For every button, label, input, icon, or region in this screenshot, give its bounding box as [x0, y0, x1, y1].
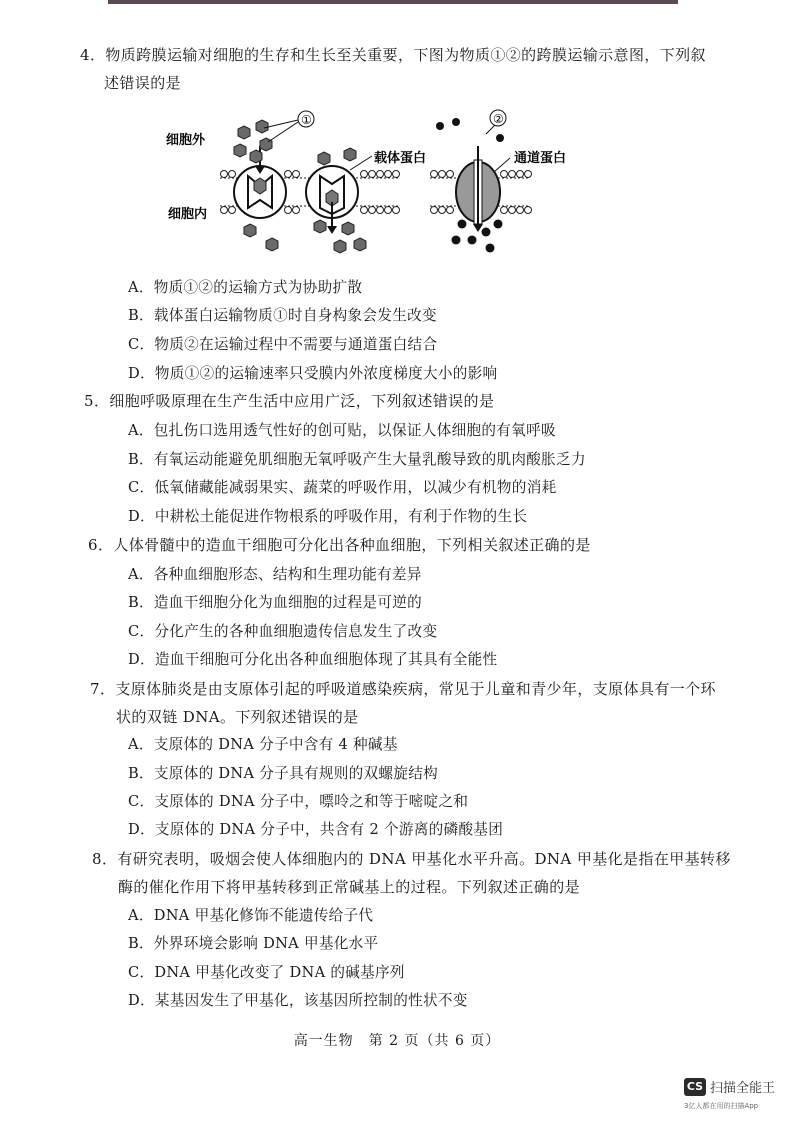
scanner-watermark: [684, 1076, 794, 1116]
scanner-app-name: 扫描全能王: [710, 1081, 776, 1096]
question-8-option-d: D．某基因发生了甲基化，该基因所控制的性状不变: [128, 992, 468, 1009]
question-7-stem-line2: 状的双链 DNA。下列叙述错误的是: [116, 708, 359, 726]
question-4-option-d: D．物质①②的运输速率只受膜内外浓度梯度大小的影响: [128, 365, 498, 382]
question-6-stem: 6．人体骨髓中的造血干细胞可分化出各种血细胞，下列相关叙述正确的是: [88, 536, 591, 554]
question-4-stem-line2: 述错误的是: [104, 74, 182, 92]
marker-2: ②: [493, 112, 504, 126]
question-8-stem-line1: 8．有研究表明，吸烟会使人体细胞内的 DNA 甲基化水平升高。DNA 甲基化是指在甲基转移: [92, 850, 731, 868]
question-7-option-c: C．支原体的 DNA 分子中，嘌呤之和等于嘧啶之和: [128, 793, 469, 810]
question-5-option-a: A．包扎伤口选用透气性好的创可贴，以保证人体细胞的有氧呼吸: [128, 422, 556, 439]
label-carrier-protein: 载体蛋白: [374, 151, 427, 166]
question-4-option-b: B．载体蛋白运输物质①时自身构象会发生改变: [128, 307, 437, 324]
question-8-option-c: C．DNA 甲基化改变了 DNA 的碱基序列: [128, 964, 405, 981]
label-cell-outside: 细胞外: [166, 133, 206, 148]
question-5-stem: 5．细胞呼吸原理在生产生活中应用广泛，下列叙述错误的是: [84, 392, 495, 410]
question-8-option-a: A．DNA 甲基化修饰不能遗传给子代: [128, 907, 374, 924]
question-8-option-b: B．外界环境会影响 DNA 甲基化水平: [128, 935, 379, 952]
label-channel-protein: 通道蛋白: [514, 151, 567, 166]
question-6-option-d: D．造血干细胞可分化出各种血细胞体现了其具有全能性: [128, 651, 498, 668]
question-8-stem-line2: 酶的催化作用下将甲基转移到正常碱基上的过程。下列叙述正确的是: [118, 878, 581, 896]
question-4-option-c: C．物质②在运输过程中不需要与通道蛋白结合: [128, 336, 438, 353]
question-4-option-a: A．物质①②的运输方式为协助扩散: [128, 279, 363, 296]
question-4-stem-line1: 4．物质跨膜运输对细胞的生存和生长至关重要，下图为物质①②的跨膜运输示意图，下列叙: [80, 46, 706, 64]
question-7-stem-line1: 7．支原体肺炎是由支原体引起的呼吸道感染疾病，常见于儿童和青少年，支原体具有一个环: [90, 680, 716, 698]
membrane-transport-figure: [160, 106, 610, 256]
question-6-option-a: A．各种血细胞形态、结构和生理功能有差异: [128, 566, 422, 583]
question-7-option-a: A．支原体的 DNA 分子中含有 4 种碱基: [128, 736, 398, 753]
question-6-option-b: B．造血干细胞分化为血细胞的过程是可逆的: [128, 594, 423, 611]
marker-1: ①: [301, 113, 312, 127]
question-6-option-c: C．分化产生的各种血细胞遗传信息发生了改变: [128, 623, 438, 640]
label-cell-inside: 细胞内: [168, 207, 208, 222]
scanner-logo-icon: CS: [684, 1078, 706, 1096]
page-footer: 高一生物 第 2 页（共 6 页）: [293, 1033, 501, 1049]
question-5-option-c: C．低氧储藏能减弱果实、蔬菜的呼吸作用，以减少有机物的消耗: [128, 479, 557, 496]
question-5-option-d: D．中耕松土能促进作物根系的呼吸作用，有利于作物的生长: [128, 508, 528, 525]
scanner-tagline: 3亿人都在用的扫描App: [684, 1102, 759, 1110]
page-top-edge: [108, 0, 678, 4]
question-5-option-b: B．有氧运动能避免肌细胞无氧呼吸产生大量乳酸导致的肌肉酸胀乏力: [128, 451, 586, 468]
question-7-option-b: B．支原体的 DNA 分子具有规则的双螺旋结构: [128, 765, 439, 782]
question-7-option-d: D．支原体的 DNA 分子中，共含有 2 个游离的磷酸基团: [128, 821, 504, 838]
